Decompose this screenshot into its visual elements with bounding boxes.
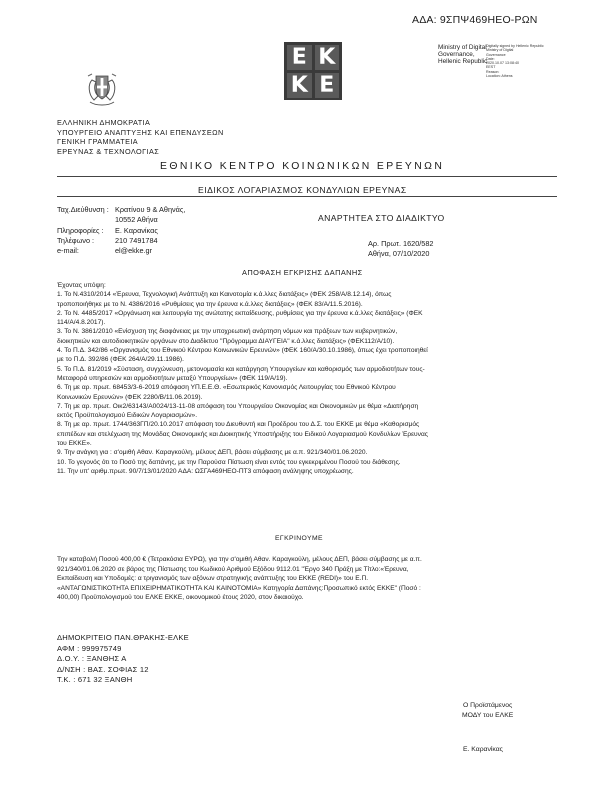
address-value: Κρατίνου 9 & Αθηνάς,: [115, 205, 186, 214]
phone-label: Τηλέφωνο :: [57, 235, 95, 245]
body-line: Μεταφορά υπηρεσιών και αρμοδιοτήτων μεταξύ Υπουργείων» (ΦΕΚ 119/Α/19).: [57, 374, 288, 382]
logo-letter: Κ: [315, 45, 340, 70]
address-value-2: 10552 Αθήνα: [115, 215, 158, 225]
ministry-line: ΥΠΟΥΡΓΕΙΟ ΑΝΑΠΤΥΞΗΣ ΚΑΙ ΕΠΕΝΔΥΣΕΩΝ: [57, 127, 224, 137]
payee-postcode: Τ.Κ. : 671 32 ΞΑΝΘΗ: [57, 675, 133, 685]
payee-address: Δ/ΝΣΗ : ΒΑΣ. ΣΟΦΙΑΣ 12: [57, 664, 149, 674]
approve-line: Εκπαίδευση και Υποδομές: α τριγανισμός των αξόνων στρατηγικής ανάπτυξης του ΕΚΚΕ (REDI)» του Ε.Π.: [57, 575, 369, 583]
considerations-text: [57, 281, 557, 476]
payee-block: [57, 633, 189, 686]
sig-line: 2020.10.07 13:08:40: [486, 61, 519, 66]
info-label: Πληροφορίες :: [57, 225, 104, 235]
sig-line: EEST: [486, 65, 496, 70]
post-heading: ΑΝΑΡΤΗΤΕΑ ΣΤΟ ΔΙΑΔΙΚΤΥΟ: [318, 213, 445, 223]
body-line: διοικητικών και αυτοδιοικητικών οργάνων στο Διαδίκτυο "Πρόγραμμα ΔΙΑΥΓΕΙΑ" κ.ά.λλες διατάξεις» (ΦΕΚ112/Α/10).: [57, 337, 395, 345]
gov-line: Governance,: [438, 51, 475, 58]
body-line: 11. Την υπ' αριθμ.πρωτ. 90/7/13/01/2020 ΑΔΑ: ΩΣΓΑ469ΗΕΟ-ΠΤ3 απόφαση ανάληψης υποχρέωσης.: [57, 467, 354, 475]
protocol-date: Αθήνα, 07/10/2020: [368, 249, 430, 259]
payee-afm: ΑΦΜ : 999975749: [57, 643, 122, 653]
gov-line: Hellenic Republic: [438, 58, 488, 65]
gov-line: Ministry of Digital: [438, 44, 487, 51]
body-line: επιπέδων και στελέχωση της Μονάδας Οικονομικής και Διοικητικής Υποστήριξης του Ειδικού Λογαριασμού Κονδυλίων Έρευνας: [57, 430, 428, 438]
address-label: Ταχ.Διεύθυνση :: [57, 205, 109, 214]
divider: [57, 196, 557, 197]
sig-line: Date:: [486, 56, 495, 61]
signer-name: Ε. Καρανίκας: [463, 746, 503, 753]
protocol-number: Αρ. Πρωτ. 1620/582: [368, 239, 434, 248]
signer-unit: ΜΟΔΥ του ΕΛΚΕ: [462, 711, 514, 719]
body-line: Κοινωνικών Ερευνών» (ΦΕΚ 2280/Β/11.06.2019).: [57, 393, 203, 401]
body-line: του ΕΚΚΕ».: [57, 440, 92, 448]
logo-letter: Κ: [287, 73, 312, 98]
organization-subtitle: ΕΙΔΙΚΟΣ ΛΟΓΑΡΙΑΣΜΟΣ ΚΟΝΔΥΛΙΩΝ ΕΡΕΥΝΑΣ: [198, 185, 407, 195]
info-value: Ε. Καρανίκας: [115, 225, 158, 235]
signer-title: Ο Προϊστάμενος: [462, 702, 513, 709]
ekke-logo: [284, 42, 342, 100]
body-line: 8. Τη με αρ. πρωτ. 1744/363ΓΠ/20.10.2017 απόφαση του Διευθυντή και Προέδρου του Δ.Σ. του ΕΚΚΕ με θέμα «Καθορισμός: [57, 421, 420, 429]
body-line: τροποποιήθηκε με το Ν. 4386/2016 «Ρυθμίσεις για την έρευνα κ.ά.λλες διατάξεις» (ΦΕΚ 83/Α/11.5.2016).: [57, 300, 363, 308]
body-line: 114/Α/4.8.2017).: [57, 319, 106, 327]
body-line: 10. Το γεγονός ότι το Ποσό της δαπάνης, με την Παρούσα Πίστωση είναι εντός του εγκεκριμένου Ποσού του διάθεσης.: [57, 458, 401, 466]
email-label: e-mail:: [57, 246, 79, 256]
body-line: 3. Το Ν. 3861/2010 «Ενίσχυση της διαφάνειας με την υποχρεωτική ανάρτηση νόμων και πράξεων των κυβερνητικών,: [57, 328, 398, 336]
ministry-header: [57, 118, 224, 156]
greek-coat-of-arms-icon: [84, 66, 120, 108]
logo-letter: Ε: [315, 73, 340, 98]
body-line: 6. Τη με αρ. πρωτ. 68453/3-6-2019 απόφαση ΥΠ.Ε.Ε.Θ. «Εσωτερικός Κανονισμός Λειτουργίας του Εθνικού Κέντρου: [57, 384, 396, 392]
sig-line: Digitally signed by Hellenic Republic: [486, 44, 544, 48]
sig-line: Reason:: [486, 69, 500, 74]
body-line: εκτός Προϋπολογισμού Ειδικών Λογαριασμών».: [57, 412, 198, 420]
approval-text: [57, 555, 557, 603]
body-line: Έχοντας υπόψη:: [57, 282, 106, 289]
approve-line: «ΑΝΤΑΓΩΝΙΣΤΙΚΟΤΗΤΑ ΕΠΙΧΕΙΡΗΜΑΤΙΚΟΤΗΤΑ ΚΑΙ ΚΑΙΝΟΤΟΜΙΑ» Κατηγορία Δαπάνης:Προσωπικό εκτός ΕΚΚΕ" (Ποσό :: [57, 584, 421, 592]
approval-heading: ΕΓΚΡΙΝΟΥΜΕ: [275, 535, 323, 542]
body-line: 4. Το Π.Δ. 342/86 «Οργανισμός του Εθνικού Κέντρου Κοινωνικών Ερευνών» (ΦΕΚ 160/Α/30.10.1986), όπως έχει τροποποιηθεί: [57, 347, 428, 355]
sig-line: Location: Athens: [486, 74, 513, 79]
ministry-line: ΕΛΛΗΝΙΚΗ ΔΗΜΟΚΡΑΤΙΑ: [57, 118, 151, 127]
protocol-block: [368, 239, 433, 260]
email-value: el@ekke.gr: [115, 246, 153, 256]
phone-value: 210 7491784: [115, 235, 158, 245]
sig-line: Ministry of Digital: [486, 48, 514, 53]
body-line: 5. Το Π.Δ. 81/2019 «Σύσταση, συγχώνευση, μετονομασία και κατάργηση Υπουργείων και καθορισμός των αρμοδιοτήτων τους-: [57, 365, 425, 373]
ministry-line: ΕΡΕΥΝΑΣ & ΤΕΧΝΟΛΟΓΙΑΣ: [57, 146, 160, 156]
contact-block: [57, 205, 185, 256]
body-line: 7. Τη με αρ. πρωτ. Οικ2/63143/Α0024/13-11-08 απόφαση του Υπουργείου Οικονομίας και Οικονομικών με θέμα «Διατήρηση: [57, 402, 419, 410]
body-line: με το Π.Δ. 392/86 (ΦΕΚ 264/Α/29.11.1986).: [57, 356, 184, 364]
payee-name: ΔΗΜΟΚΡΙΤΕΙΟ ΠΑΝ.ΘΡΑΚΗΣ-ΕΛΚΕ: [57, 633, 189, 642]
signer-block: [462, 701, 513, 720]
approve-line: Την καταβολή Ποσού 400,00 € (Τετρακόσια ΕΥΡΩ), για την σ'ομιθή Αθαν. Καραγκούλη, μέλους ΔΕΠ, βάσει σύμβασης με α.π.: [57, 556, 422, 563]
sig-line: Governance: [486, 52, 506, 57]
ministry-line: ΓΕΝΙΚΗ ΓΡΑΜΜΑΤΕΙΑ: [57, 137, 139, 147]
logo-letter: Ε: [287, 45, 312, 70]
ada-code: ΑΔΑ: 9ΣΠΨ469ΗΕΟ-ΡΩΝ: [412, 14, 538, 26]
body-line: 9. Την ανάγκη για : σ'ομιθή Αθαν. Καραγκούλη, μέλους ΔΕΠ, βάσει σύμβασης με α.π. 921/340/01.06.2020.: [57, 449, 368, 457]
body-line: 2. Το Ν. 4485/2017 «Οργάνωση και λειτουργία της ανώτατης εκπαίδευσης, ρυθμίσεις για την έρευνα κ.ά.λλες διατάξεις» (ΦΕΚ: [57, 309, 423, 317]
payee-doy: Δ.Ο.Υ. : ΞΑΝΘΗΣ Α: [57, 654, 127, 664]
divider: [57, 176, 557, 177]
digital-signature-block: [438, 44, 556, 78]
approve-line: 400,00) Προϋπολογισμού του ΕΛΚΕ ΕΚΚΕ, οικονομικού έτους 2020, στον δικαιούχο.: [57, 594, 304, 602]
organization-title: ΕΘΝΙΚΟ ΚΕΝΤΡΟ ΚΟΙΝΩΝΙΚΩΝ ΕΡΕΥΝΩΝ: [160, 161, 445, 172]
body-line: 1. Το Ν.4310/2014 «Έρευνα, Τεχνολογική Ανάπτυξη και Καινοτομία κ.ά.λλες διατάξεις» (ΦΕΚ 258/Α/8.12.14), όπως: [57, 291, 392, 299]
decision-title: ΑΠΟΦΑΣΗ ΕΓΚΡΙΣΗΣ ΔΑΠΑΝΗΣ: [242, 268, 363, 277]
approve-line: 921/340/01.06.2020 σε βάρος της Πίστωσης του Κωδικού Αριθμού Εξόδου 9112.01 "Έργο 340 Πράξη με Τίτλο:«Έρευνα,: [57, 565, 409, 573]
